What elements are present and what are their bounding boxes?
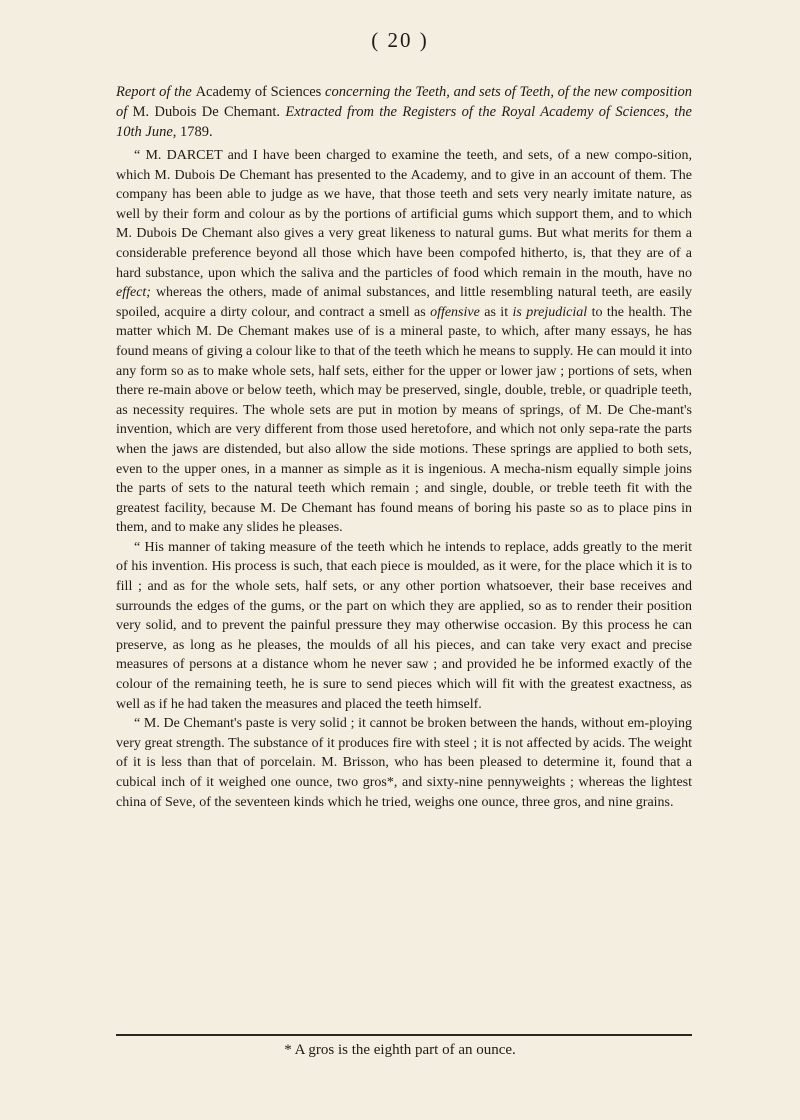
title-italic-1: Report of the: [116, 84, 196, 100]
paragraph-1-italic-offensive: offensive: [430, 304, 480, 320]
title-normal-1: Academy of Sciences: [195, 84, 326, 100]
title-normal-2: M. Dubois De Chemant.: [127, 104, 286, 120]
paragraph-3: “ M. De Chemant's paste is very solid ; it cannot be broken between the hands, without em-ploying very great strength. The substance of it produces fire with steel ; it is not affected by acids. The weight of it is less than that of porcelain. M. Brisson, who has been pleased to determine it, found that a cubical inch of it weighed one ounce, two gros*, and sixty-nine pennyweights ; whereas the lightest china of Seve, of the seventeen kinds which he tried, weighs one ounce, three gros, and nine grains.: [116, 716, 692, 810]
footnote-divider: [116, 1034, 692, 1036]
page-number: ( 20 ): [371, 28, 429, 52]
paragraph-1-text-c: as it: [479, 304, 513, 320]
paragraph-2: “ His manner of taking measure of the teeth which he intends to replace, adds greatly to the merit of his invention. His process is such, that each piece is moulded, as it were, for the place which it is to fill ; and as for the whole sets, half sets, or any other portion whatsoever, their base receives and surrounds the edges of the gums, or the part on which they are applied, so as to render their position very solid, and to prevent the painful pressure they may otherwise occasion. By this process he can preserve, as long as he pleases, the moulds of all his pieces, and can take very exact and precise measures of persons at a distance whom he never saw ; and provided he be informed exactly of the colour of the remaining teeth, he is sure to send pieces which will fit with the greatest exactness, as well as if he had taken the measures and placed the teeth himself.: [116, 539, 692, 712]
body-text: [116, 82, 692, 812]
paragraph-1-italic-prejudicial: is prejudicial: [512, 304, 588, 320]
paragraph-1-italic-effect: effect;: [116, 285, 151, 301]
report-title: [116, 82, 692, 142]
title-italic-3: Extracted from the Registers of the Royal Academy of Sciences, the 10th June,: [116, 104, 692, 140]
paragraph-1-text-b: whereas the others, made of animal substances, and little resembling natural teeth, are easily spoiled, acquire a dirty colour, and contract a smell as: [116, 285, 692, 320]
paragraph-1-text-a: “ M. DARCET and I have been charged to examine the teeth, and sets, of a new compo-sition, which M. Dubois De Chemant has presented to the Academy, and to give in an account of them. The company has been able to judge as we have, that those teeth and sets very nearly imitate nature, as well by their form and colour as by the portions of artificial gums which support them, and to which M. Dubois De Chemant also gives a very great likeness to natural gums. But what merits for them a considerable preference beyond all those which have been compofed hitherto, is, that they are of a hard substance, upon which the saliva and the particles of food which remain in the mouth, have no: [116, 148, 692, 281]
paragraph-1-text-d: to the health. The matter which M. De Chemant makes use of is a mineral paste, to which, after many essays, he has found means of giving a colour like to that of the teeth which he means to supply. He can mould it into any form so as to make whole sets, half sets, either for the upper or lower jaw ; portions of sets, when there re-main above or below teeth, which may be preserved, single, double, treble, or quadriple teeth, as necessity requires. The whole sets are put in motion by means of springs, of M. De Che-mant's invention, which are very different from those used heretofore, and which not only sepa-rate the parts when the jaws are distended, but also allow the side motions. These springs are applied to both sets, even to the upper ones, in a manner as simple as it is ingenious. A mecha-nism equally simple joins the parts of sets to the natural teeth which remain ; and single, double, or treble teeth fit with the greatest facility, because M. De Chemant has found means of boring his paste so as to place pins in them, and to make any slides he pleases.: [116, 304, 693, 536]
footnote: * A gros is the eighth part of an ounce.: [284, 1042, 516, 1058]
paragraph-1: [116, 146, 692, 538]
title-normal-3: 1789.: [180, 124, 213, 140]
title-italic-2: concerning the Teeth, and sets of Teeth, of the new composition of: [116, 84, 692, 120]
